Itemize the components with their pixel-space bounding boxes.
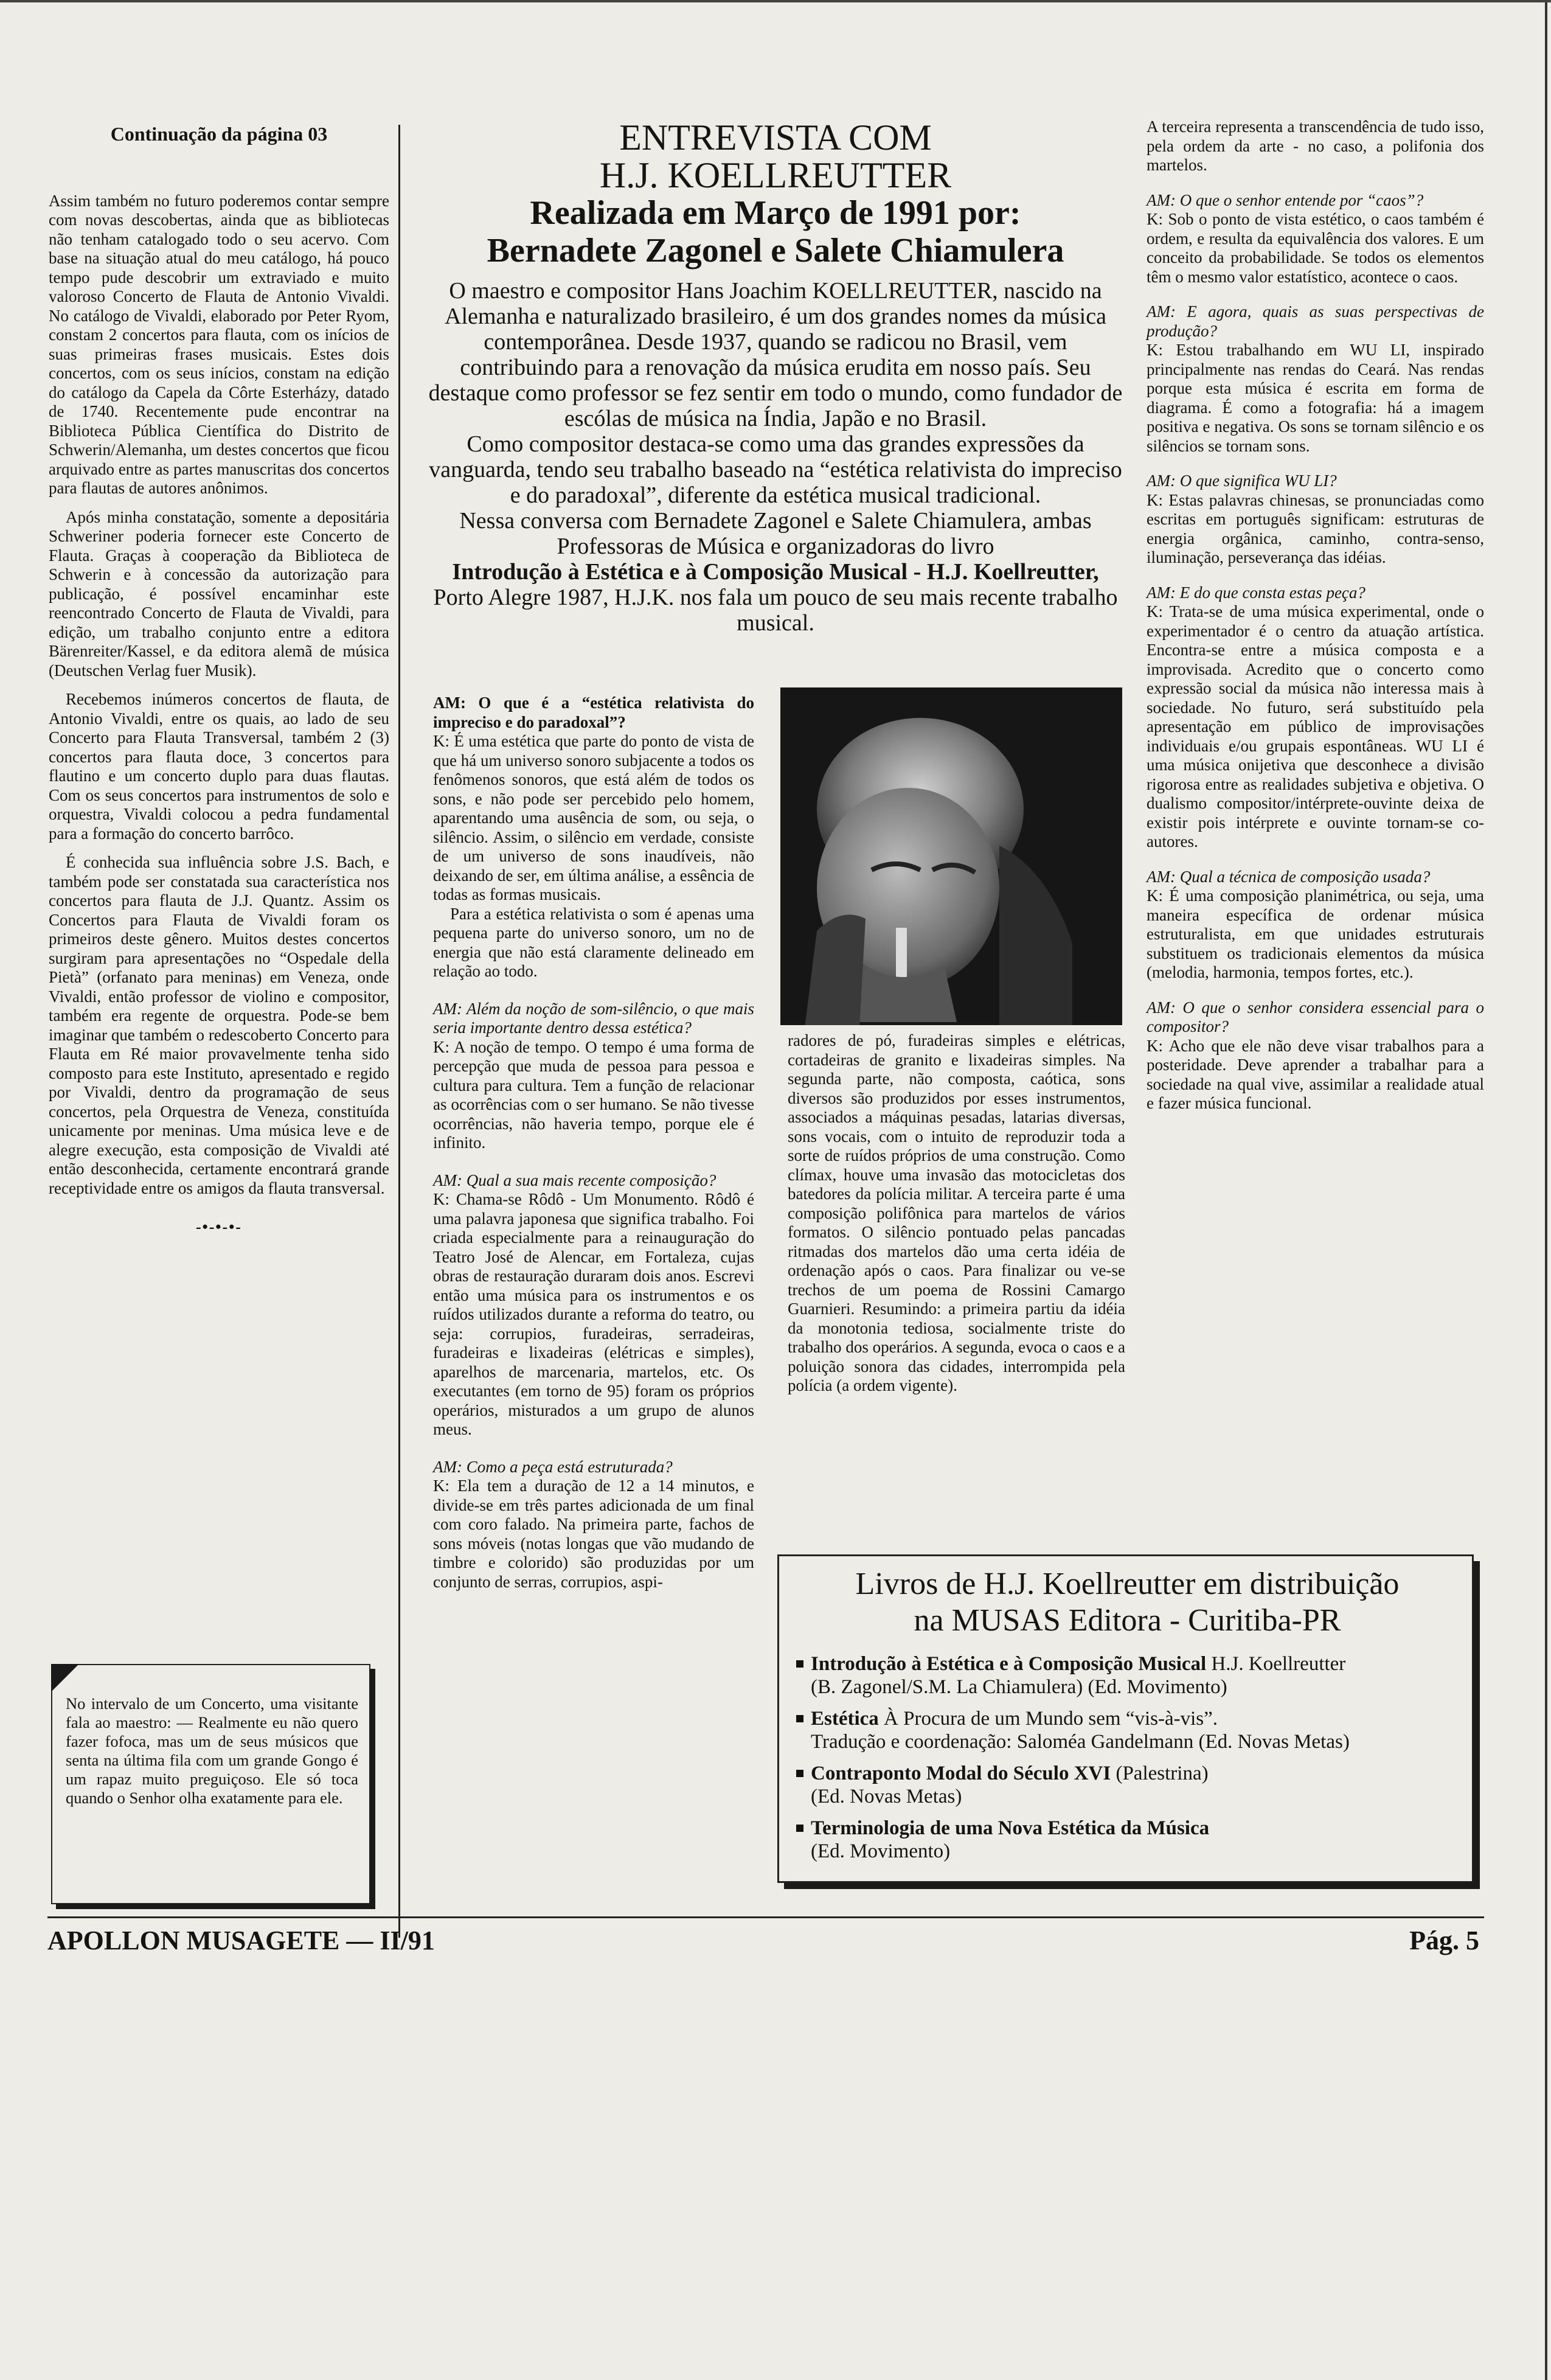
- answer: K: Estas palavras chinesas, se pronunciadas como escritas em português significam: estruturas de energia orgânica, caminho, contra-senso, iluminação, perseverança das idéias.: [1147, 490, 1484, 566]
- question: AM: Qual a sua mais recente composição?: [433, 1171, 717, 1189]
- book-publisher: (Ed. Novas Metas): [811, 1786, 962, 1808]
- box-shadow: [370, 1669, 375, 1909]
- book-author: H.J. Koellreutter: [1206, 1653, 1346, 1675]
- left-column: [49, 125, 389, 1237]
- page-edge: [1545, 0, 1547, 2380]
- book-title: Contraponto Modal do Século XVI: [811, 1762, 1111, 1784]
- answer: K: A noção de tempo. O tempo é uma forma de percepção que muda de pessoa para pessoa e cultura para cultura. Tem a função de relacionar as ocorrências com o ser humano. Se não tivesse ocorrências, não haveria tempo, porque ele é infinito.: [433, 1037, 754, 1152]
- book-publisher: (B. Zagonel/S.M. La Chiamulera) (Ed. Movimento): [811, 1676, 1227, 1698]
- book-item: [795, 1817, 1460, 1863]
- koellreutter-photo: [780, 687, 1122, 1025]
- book-subtitle: (Palestrina): [1111, 1762, 1209, 1784]
- interview-column-1: [433, 694, 754, 1610]
- question: AM: E agora, quais as suas perspectivas de produção?: [1147, 302, 1484, 340]
- book-item: [795, 1762, 1460, 1808]
- question: AM: E do que consta estas peça?: [1147, 583, 1365, 602]
- book-title: Introdução à Estética e à Composição Musical: [811, 1653, 1207, 1675]
- answer: K: Sob o ponto de vista estético, o caos também é ordem, e resulta da equivalência dos valores. E um conceito da probabilidade. Se todos os elementos têm o mesmo valor estatístico, acontece o caos.: [1147, 210, 1484, 286]
- book-publisher: (Ed. Movimento): [811, 1840, 951, 1862]
- anecdote-text: No intervalo de um Concerto, uma visitante fala ao maestro: — Realmente eu não quero fazer fofoca, mas um de seus músicos que senta na última fila com um grande Gongo é um rapaz muito preguiçoso. Ele só toca quando o Senhor olha exatamente para ele.: [66, 1694, 358, 1807]
- left-paragraph: É conhecida sua influência sobre J.S. Bach, e também pode ser constatada sua característica nos concertos para flauta de J.J. Quantz. Assim os Concertos para Flauta de Vivaldi foram os primeiros deste gênero. Muitos destes concertos surgiram para apresentações no “Ospedale della Pietà” (orfanato para meninas) em Veneza, onde Vivaldi, então professor de violino e compositor, também era regente de orquestra. Pode-se bem imaginar que também o redescoberto Concerto para Flauta em Ré maior provavelmente tenha sido composto para este Instituto, apresentado e regido por Vivaldi, dentro da programação de seus concertos, pela Orquestra de Veneza, constituída unicamente por meninas. Uma música leve e de alegre execução, esta composição de Vivaldi até então desconhecida, certamente encontrará grande receptividade entre os amigos da flauta transversal.: [49, 853, 389, 1197]
- intro-paragraph: Nessa conversa com Bernadete Zagonel e Salete Chiamulera, ambas Professoras de Música e organizadoras do livro: [459, 508, 1092, 559]
- intro-paragraph: Porto Alegre 1987, H.J.K. nos fala um pouco de seu mais recente trabalho musical.: [433, 585, 1118, 636]
- intro-paragraph: Como compositor destaca-se como uma das grandes expressões da vanguarda, tendo seu trabalho baseado na “estética relativista do impreciso e do paradoxal”, diferente da estética musical tradicional.: [429, 431, 1122, 508]
- books-title-line-1: Livros de H.J. Koellreutter em distribuição: [855, 1567, 1400, 1601]
- portrait-illustration: [780, 687, 1122, 1025]
- page-top-edge: [0, 0, 1551, 2]
- books-list: [795, 1652, 1460, 1863]
- interview-column-3: [1147, 117, 1484, 1129]
- anecdote-box: [51, 1664, 370, 1904]
- page-number: Pág. 5: [1409, 1926, 1479, 1955]
- books-title-line-2: na MUSAS Editora - Curitiba-PR: [914, 1603, 1341, 1638]
- column-rule: [398, 125, 400, 1938]
- question: AM: Qual a técnica de composição usada?: [1147, 867, 1431, 886]
- left-paragraph: Após minha constatação, somente a depositária Schweriner poderia fornecer este Concerto de Flauta. Graças à cooperação da Biblioteca de Schwerin e à concessão da autorização para publicação, é possível encaminhar este reencontrado Concerto de Flauta de Vivaldi, para edição, um trabalho conjunto entre a editora Bärenreiter/Kassel, e da editora alemã de música (Deutschen Verlag fuer Musik).: [49, 507, 389, 680]
- book-title: Estética: [811, 1708, 879, 1730]
- book-subtitle: À Procura de um Mundo sem “vis-à-vis”.: [878, 1708, 1218, 1730]
- answer: K: É uma estética que parte do ponto de vista de que há um universo sonoro subjacente a todos os fenômenos sonoros, que está além de todos os sons, e não pode ser percebido pelo homem, aparentando uma ausência de som, ou seja, o silêncio. Assim, o silêncio em verdade, consiste de um universo de sons inaudíveis, não deixando de ser, em última análise, a essência de todas as formas musicais.: [433, 732, 754, 903]
- interview-header: [426, 119, 1125, 636]
- book-item: [795, 1652, 1460, 1699]
- intro-text: [426, 278, 1125, 636]
- headline-line-3: Realizada em Março de 1991 por:: [530, 194, 1021, 232]
- question: AM: O que é a “estética relativista do impreciso e do paradoxal”?: [433, 694, 754, 731]
- book-item: [795, 1707, 1460, 1753]
- interview-column-2: [788, 1031, 1125, 1414]
- question: AM: O que o senhor considera essencial para o compositor?: [1147, 998, 1484, 1035]
- answer: K: Ela tem a duração de 12 a 14 minutos, e divide-se em três partes adicionada de um final com coro falado. Na primeira parte, fachos de sons móveis (notas longas que vão mudando de timbre e colorido) são produzidas por um conjunto de serras, corrupios, aspi-: [433, 1477, 754, 1591]
- answer: K: Acho que ele não deve visar trabalhos para a posteridade. Deve aprender a trabalhar para a sociedade na qual vive, assimilar a realidade atual e fazer música funcional.: [1147, 1036, 1484, 1112]
- section-separator: -•-•-•-: [196, 1218, 242, 1236]
- answer: K: Estou trabalhando em WU LI, inspirado principalmente nas rendas do Ceará. Nas rendas porque esta música é escrita em forma de diagrama. É como a fotografia: há a imagem positiva e negativa. Os sons se tornam silêncio e os silêncios se tornam sons.: [1147, 341, 1484, 455]
- box-shadow: [1473, 1561, 1480, 1889]
- books-box: [777, 1554, 1474, 1883]
- answer: Para a estética relativista o som é apenas uma pequena parte do universo sonoro, um no de energia que não está claramente delineado em relação ao todo.: [433, 904, 754, 980]
- answer-continuation: radores de pó, furadeiras simples e elétricas, cortadeiras de granito e lixadeiras simples. Na segunda parte, não composta, caótica, sons diversos são produzidos por esses instrumentos, associados a máquinas pesadas, latarias diversas, sons vocais, com o intuito de reproduzir toda a sorte de ruídos próprios de uma construção. Como clímax, houve uma invasão das motocicletas dos batedores da polícia militar. A terceira parte é uma composição polifônica para martelos de vários formatos. O silêncio pontuado pelas pancadas ritmadas dos martelos dão uma certa idéia de ordenação após o caos. Para finalizar ou ve-se trechos de um poema de Rossini Camargo Guarnieri. Resumindo: a primeira partiu da idéia da monotonia tediosa, socialmente triste do trabalho dos operários. A segunda, evoca o caos e a poluição sonora das cidades, interrompida pela polícia (a ordem vigente).: [788, 1031, 1125, 1394]
- publication-name: APOLLON MUSAGETE — II/91: [47, 1926, 435, 1955]
- box-corner-decoration: [51, 1664, 79, 1692]
- box-shadow: [56, 1904, 375, 1909]
- answer: K: É uma composição planimétrica, ou seja, uma maneira específica de ordenar música estruturalista, em que unidades estruturais substituem os tradicionais elementos da música (melodia, harmonia, tempos fortes, etc.).: [1147, 886, 1484, 981]
- answer: K: Trata-se de uma música experimental, onde o experimentador é o centro da atuação artística. Encontra-se entre a música composta e a improvisada. Acredito que o concerto como expressão social da música não interessa mais à sociedade. No futuro, será substituído pela apresentação em público de improvisações individuais e/ou grupais espontâneas. WU LI é uma música onijetiva que desconhece a divisão rigorosa entre as realidades subjetiva e objetiva. O dualismo compositor/intérprete-ouvinte deixa de existir pois intérprete e ouvinte tornam-se co-autores.: [1147, 602, 1484, 851]
- headline-line-1: ENTREVISTA COM: [619, 117, 932, 158]
- book-publisher: Tradução e coordenação: Saloméa Gandelmann (Ed. Novas Metas): [811, 1731, 1350, 1753]
- continuation-title: Continuação da página 03: [110, 123, 328, 145]
- book-title: Terminologia de uma Nova Estética da Música: [811, 1817, 1210, 1839]
- question: AM: Além da noção de som-silêncio, o que mais seria importante dentro dessa estética?: [433, 999, 754, 1037]
- question: AM: O que significa WU LI?: [1147, 471, 1337, 490]
- intro-book-title: Introdução à Estética e à Composição Musical - H.J. Koellreutter,: [452, 559, 1099, 585]
- box-shadow: [784, 1882, 1480, 1889]
- left-paragraph: Assim também no futuro poderemos contar sempre com novas descobertas, ainda que as bibliotecas não tenham catalogado todo o seu acervo. Com base na situação atual do meu catálogo, há pouco tempo pude descobrir um extraviado e muito valoroso Concerto de Flauta de Antonio Vivaldi. No catálogo de Vivaldi, elaborado por Peter Ryom, constam 2 concertos para flauta, com os inícios de suas primeiras frases musicais. Estes dois concertos, com os seus inícios, constam na edição do catálogo da Capela da Côrte Esterházy, datado de 1740. Recentemente pude encontrar na Biblioteca Pública Científica do Distrito de Schwerin/Alemanha, um destes concertos que ficou arquivado entre as partes manuscritas dos concertos para flautas de autores anônimos.: [49, 191, 389, 497]
- headline-line-2: H.J. KOELLREUTTER: [599, 155, 952, 195]
- question: AM: O que o senhor entende por “caos”?: [1147, 190, 1424, 209]
- intro-paragraph: O maestro e compositor Hans Joachim KOELLREUTTER, nascido na Alemanha e naturalizado brasileiro, é um dos grandes nomes da música contemporânea. Desde 1937, quando se radicou no Brasil, vem contribuindo para a renovação da música erudita em nosso país. Seu destaque como professor se fez sentir em todo o mundo, como fundador de escólas de música na Índia, Japão e no Brasil.: [428, 278, 1123, 431]
- answer-continuation: A terceira representa a transcendência de tudo isso, pela ordem da arte - no caso, a polifonia dos martelos.: [1147, 117, 1484, 174]
- headline-line-4: Bernadete Zagonel e Salete Chiamulera: [487, 232, 1064, 270]
- left-paragraph: Recebemos inúmeros concertos de flauta, de Antonio Vivaldi, entre os quais, ao lado de seu Concerto para Flauta Transversal, também 2 (3) concertos para flauta doce, 3 concertos para flautino e um concerto duplo para duas flautas. Com os seus concertos para instrumentos de solo e orquestra, Vivaldi colocou a pedra fundamental para a formação do concerto barrôco.: [49, 690, 389, 843]
- question: AM: Como a peça está estruturada?: [433, 1457, 673, 1476]
- answer: K: Chama-se Rôdô - Um Monumento. Rôdô é uma palavra japonesa que significa trabalho. Foi criada especialmente para a reinauguração do Teatro José de Alencar, em Fortaleza, cujas obras de restauração duraram dois anos. Escrevi então uma música para os instrumentos e os ruídos utilizados durante a reforma do teatro, ou seja: corrupios, furadeiras, serradeiras, furadeiras e lixadeiras (elétricas e simples), aparelhos de marcenaria, martelos, etc. Os executantes (em torno de 95) foram os próprios operários, misturados a um grupo de alunos meus.: [433, 1190, 754, 1438]
- footer-rule: [47, 1916, 1484, 1918]
